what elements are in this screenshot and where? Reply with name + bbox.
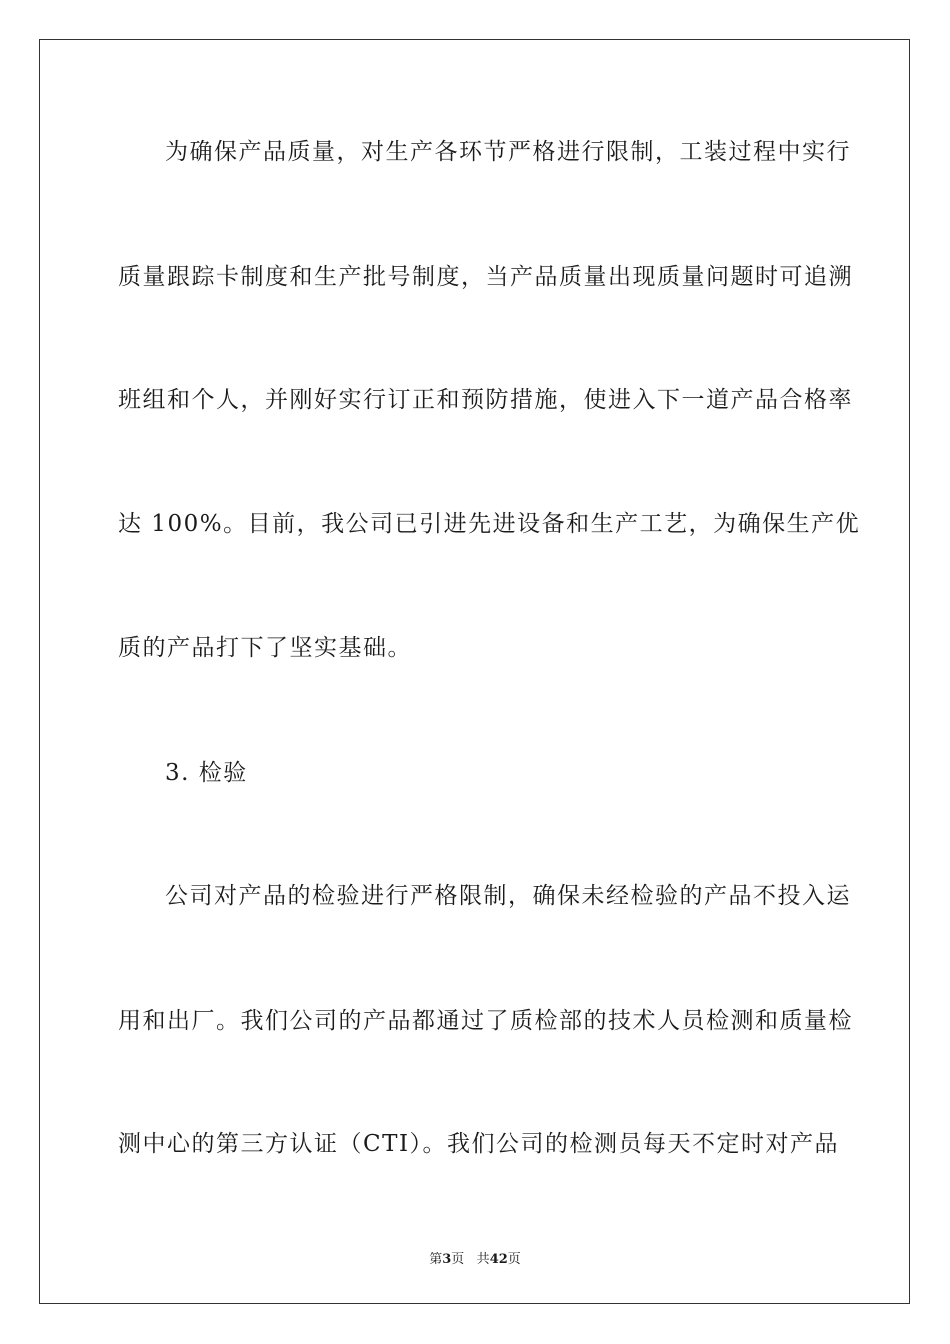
page-footer: [0, 1248, 950, 1267]
total-prefix: 共: [476, 1252, 490, 1267]
paragraph-line-8: 测中心的第三方认证（CTI）。我们公司的检测员每天不定时对产品: [118, 1131, 840, 1157]
total-suffix: 页: [507, 1252, 521, 1267]
paragraph-line-4: 达 100%。目前，我公司已引进先进设备和生产工艺，为确保生产优: [118, 511, 861, 537]
page-border: [39, 39, 910, 1304]
section-heading: 3. 检验: [165, 760, 248, 786]
paragraph-line-1: 为确保产品质量，对生产各环节严格进行限制，工装过程中实行: [165, 139, 851, 165]
page-suffix: 页: [451, 1252, 465, 1267]
paragraph-line-5: 质的产品打下了坚实基础。: [118, 635, 412, 661]
page-prefix: 第: [429, 1252, 443, 1267]
page-number: 3: [442, 1252, 452, 1267]
paragraph-line-2: 质量跟踪卡制度和生产批号制度，当产品质量出现质量问题时可追溯: [118, 264, 853, 290]
paragraph-line-7: 用和出厂。我们公司的产品都通过了质检部的技术人员检测和质量检: [118, 1008, 853, 1034]
total-pages: 42: [489, 1252, 508, 1267]
paragraph-line-6: 公司对产品的检验进行严格限制，确保未经检验的产品不投入运: [165, 883, 851, 909]
paragraph-line-3: 班组和个人，并刚好实行订正和预防措施，使进入下一道产品合格率: [118, 387, 853, 413]
